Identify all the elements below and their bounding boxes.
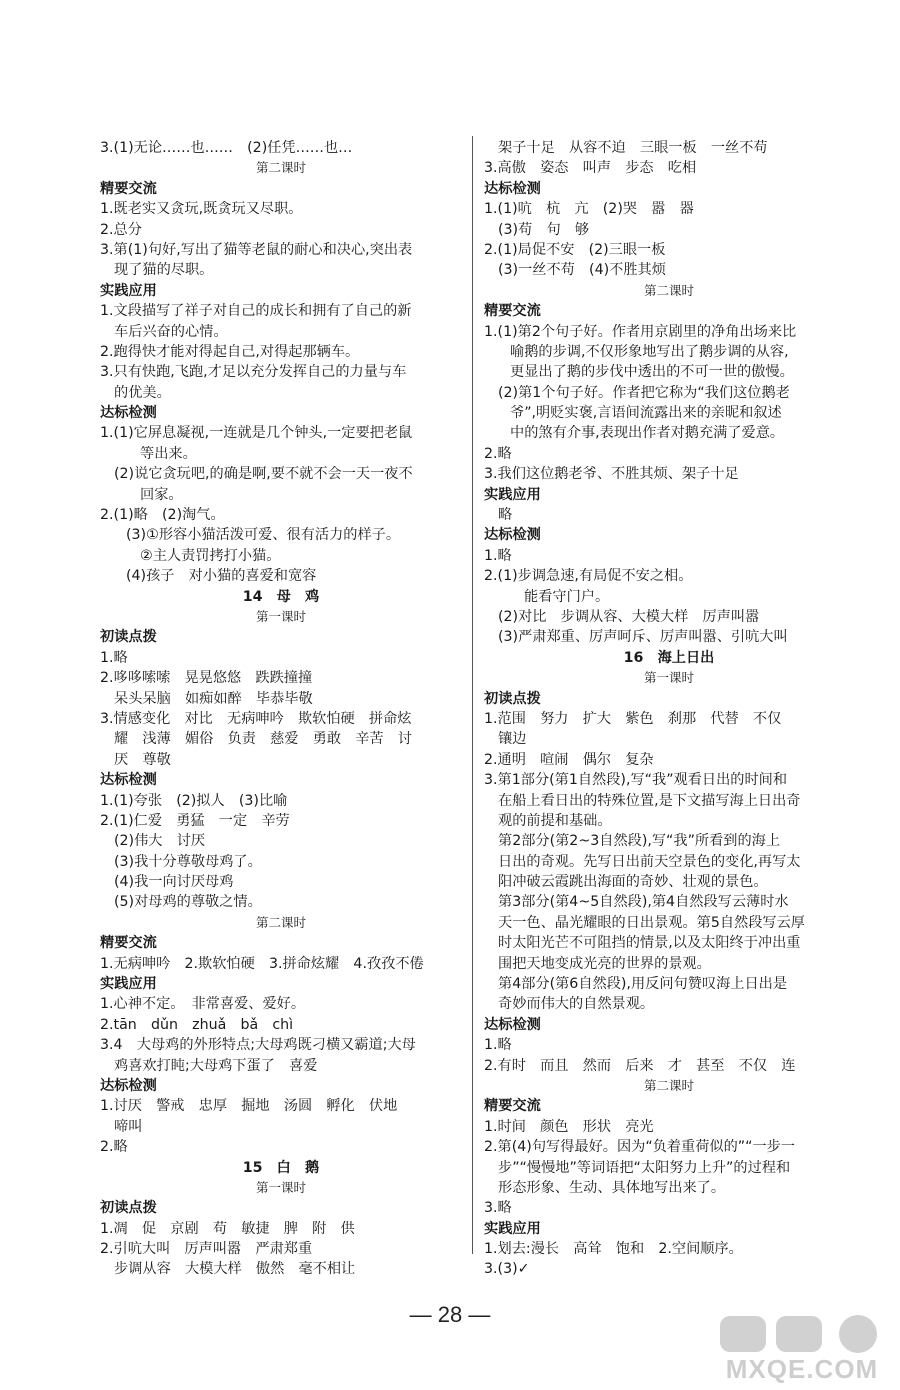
section-heading: 达标检测 <box>484 180 541 197</box>
watermark-shapes <box>712 1312 892 1356</box>
answer-line: 1.范围 努力 扩大 紫色 刹那 代替 不仅 <box>484 710 782 727</box>
answer-line: 略 <box>498 507 513 524</box>
answer-line: 2.第(4)句写得最好。因为“负着重荷似的”“一步一 <box>484 1139 796 1156</box>
answer-line: 2.tān dǔn zhuǎ bǎ chì <box>100 1016 294 1033</box>
answer-line: 步调从容 大模大样 傲然 毫不相让 <box>114 1261 356 1278</box>
answer-line: 等出来。 <box>140 445 197 462</box>
answer-line: 3.我们这位鹅老爷、不胜其烦、架子十足 <box>484 466 739 483</box>
answer-line: 能看守门户。 <box>524 588 610 605</box>
answer-line: 围把天地变成光亮的世界的景观。 <box>498 955 711 972</box>
section-heading: 精要交流 <box>100 180 157 197</box>
answer-line: 1.略 <box>100 649 128 666</box>
answer-line: 呆头呆脑 如痴如醉 毕恭毕敬 <box>114 690 313 707</box>
answer-line: 1.心神不定。 非常喜爱、爱好。 <box>100 996 306 1013</box>
answer-line: 啼叫 <box>114 1118 143 1135</box>
answer-line: 1.文段描写了祥子对自己的成长和拥有了自己的新 <box>100 303 412 320</box>
answer-line: (3)严肃郑重、厉声呵斥、厉声叫嚣、引吭大叫 <box>498 629 788 646</box>
answer-line: 日出的奇观。先写日出前天空景色的变化,再写太 <box>498 853 801 870</box>
answer-line: 1.略 <box>484 547 512 564</box>
answer-line: 在船上看日出的特殊位置,是下文描写海上日出奇 <box>498 792 801 809</box>
answer-line: 第3部分(第4~5自然段),第4自然段写云薄时水 <box>498 894 789 911</box>
answer-line: (4)我一向讨厌母鸡 <box>114 874 234 891</box>
answer-line: 时太阳光芒不可阻挡的情景,以及太阳终于冲出重 <box>498 935 801 952</box>
page-number: — 28 — <box>409 1302 491 1327</box>
answer-line: 爷”,明贬实褒,言语间流露出来的亲昵和叙述 <box>510 405 782 422</box>
answer-line: 1.(1)它屏息凝视,一连就是几个钟头,一定要把老鼠 <box>100 425 413 442</box>
answer-line: 形态形象、生动、具体地写出来了。 <box>498 1179 726 1196</box>
section-heading: 实践应用 <box>484 1220 541 1237</box>
answer-line: 1.略 <box>484 1037 512 1054</box>
answer-line: 2.略 <box>100 1139 128 1156</box>
answer-line: (3)苟 句 够 <box>498 221 590 238</box>
answer-line: 回家。 <box>140 486 183 503</box>
section-heading: 初读点拨 <box>100 1200 157 1217</box>
answer-line: 3.情感变化 对比 无病呻吟 欺软怕硬 拼命炫 <box>100 710 412 727</box>
answer-line: 2.通明 喧闹 偶尔 复杂 <box>484 751 654 768</box>
answer-line: 天一色、晶光耀眼的日出景观。第5自然段写云厚 <box>498 914 805 931</box>
answer-line: 1.无病呻吟 2.欺软怕硬 3.拼命炫耀 4.孜孜不倦 <box>100 955 424 972</box>
answer-line: 第2部分(第2~3自然段),写“我”所看到的海上 <box>498 833 781 850</box>
answer-line: 2.引吭大叫 厉声叫嚣 严肃郑重 <box>100 1241 313 1258</box>
answer-line: (2)说它贪玩吧,的确是啊,要不就不会一天一夜不 <box>114 466 413 483</box>
answer-line: 1.划去:漫长 高耸 饱和 2.空间顺序。 <box>484 1241 743 1258</box>
answer-line: 阳冲破云霞跳出海面的奇妙、壮观的景色。 <box>498 874 768 891</box>
answer-line: 2.有时 而且 然而 后来 才 甚至 不仅 连 <box>484 1057 796 1074</box>
answer-line: (2)第1个句子好。作者把它称为“我们这位鹅老 <box>498 384 790 401</box>
answer-line: 厌 尊敬 <box>114 751 171 768</box>
section-heading: 初读点拨 <box>100 629 157 646</box>
section-heading: 实践应用 <box>100 282 157 299</box>
period-title: 第一课时 <box>255 1179 306 1195</box>
answer-line: 1.(1)夸张 (2)拟人 (3)比喻 <box>100 792 288 809</box>
answer-line: 3.(1)无论……也…… (2)任凭……也… <box>100 140 353 156</box>
answer-line: 2.略 <box>484 445 512 462</box>
answer-line: 1.凋 促 京剧 苟 敏捷 脾 附 供 <box>100 1220 355 1237</box>
answer-line: (3)①形容小猫活泼可爱、很有活力的样子。 <box>126 527 401 544</box>
lesson-title: 16 海上日出 <box>623 649 715 666</box>
answer-line: 现了猫的尽职。 <box>114 262 214 279</box>
section-heading: 达标检测 <box>100 405 157 422</box>
answer-line: 2.(1)局促不安 (2)三眼一板 <box>484 241 666 258</box>
column-divider <box>472 136 473 1254</box>
answer-line: 3.只有快跑,飞跑,才足以充分发挥自己的力量与车 <box>100 364 407 381</box>
answer-line: 1.既老实又贪玩,既贪玩又尽职。 <box>100 201 303 218</box>
section-heading: 精要交流 <box>484 1098 541 1115</box>
answer-line: 鸡喜欢打盹;大母鸡下蛋了 喜爱 <box>114 1057 318 1074</box>
answer-line: ②主人责罚拷打小猫。 <box>140 547 281 564</box>
section-heading: 达标检测 <box>484 1016 541 1033</box>
section-heading: 实践应用 <box>484 486 541 503</box>
period-title: 第一课时 <box>643 670 694 686</box>
period-title: 第一课时 <box>255 608 306 624</box>
section-heading: 初读点拨 <box>484 690 541 707</box>
answer-line: 观的前提和基础。 <box>498 812 612 829</box>
answer-line: (2)对比 步调从容、大模大样 厉声叫嚣 <box>498 608 760 625</box>
answer-line: 的优美。 <box>114 384 171 401</box>
right-column <box>484 138 854 1280</box>
answer-line: 3.第(1)句好,写出了猫等老鼠的耐心和决心,突出表 <box>100 241 413 258</box>
answer-line: 1.(1)第2个句子好。作者用京剧里的净角出场来比 <box>484 323 797 340</box>
answer-line: 第4部分(第6自然段),用反问句赞叹海上日出是 <box>498 976 788 993</box>
watermark-logo <box>712 1312 892 1386</box>
answer-line: 2.(1)仁爱 勇猛 一定 辛劳 <box>100 812 290 829</box>
answer-line: (3)我十分尊敬母鸡了。 <box>114 853 262 870</box>
section-heading: 达标检测 <box>100 772 157 789</box>
answer-line: 耀 浅薄 媚俗 负责 慈爱 勇敢 辛苦 讨 <box>114 731 412 748</box>
answer-line: 更显出了鹅的步伐中透出的不可一世的傲慢。 <box>510 364 794 381</box>
answer-line: 车后兴奋的心情。 <box>114 323 228 340</box>
answer-line: 3.略 <box>484 1200 512 1217</box>
period-title: 第二课时 <box>255 160 306 176</box>
answer-line: 1.时间 颜色 形状 亮光 <box>484 1118 654 1135</box>
section-heading: 达标检测 <box>484 527 541 544</box>
period-title: 第二课时 <box>255 914 306 930</box>
watermark-url: MXQE.COM <box>725 1354 879 1384</box>
answer-line: (4)孩子 对小猫的喜爱和宽容 <box>126 568 317 585</box>
lesson-title: 15 白 鹅 <box>242 1159 320 1176</box>
answer-line: 2.(1)步调急速,有局促不安之相。 <box>484 568 693 585</box>
answer-line: (3)一丝不苟 (4)不胜其烦 <box>498 262 666 279</box>
answer-line: 喻鹅的步调,不仅形象地写出了鹅步调的从容, <box>510 343 789 360</box>
answer-line: 架子十足 从容不迫 三眼一板 一丝不苟 <box>498 140 768 156</box>
answer-line: (2)伟大 讨厌 <box>114 833 206 850</box>
answer-line: 3.4 大母鸡的外形特点;大母鸡既刁横又霸道;大母 <box>100 1037 416 1054</box>
answer-line: 奇妙而伟大的自然景观。 <box>498 996 655 1013</box>
answer-line: 镶边 <box>498 731 527 748</box>
answer-line: 1.(1)吭 杭 亢 (2)哭 嚣 器 <box>484 201 694 218</box>
answer-line: 2.总分 <box>100 221 142 238</box>
answer-line: 2.哆哆嗦嗦 晃晃悠悠 跌跌撞撞 <box>100 670 313 687</box>
period-title: 第二课时 <box>643 1077 694 1093</box>
section-heading: 精要交流 <box>100 935 157 952</box>
section-heading: 精要交流 <box>484 303 541 320</box>
section-heading: 达标检测 <box>100 1077 157 1094</box>
answer-line: 2.(1)略 (2)淘气。 <box>100 507 225 524</box>
lesson-title: 14 母 鸡 <box>242 588 320 605</box>
answer-line: 步”“慢慢地”等词语把“太阳努力上升”的过程和 <box>498 1159 791 1176</box>
answer-line: 3.第1部分(第1自然段),写“我”观看日出的时间和 <box>484 772 788 789</box>
answer-line: 1.讨厌 警戒 忠厚 掘地 汤圆 孵化 伏地 <box>100 1098 398 1115</box>
answer-line: 3.高傲 姿态 叫声 步态 吃相 <box>484 160 697 177</box>
section-heading: 实践应用 <box>100 976 157 993</box>
answer-line: (5)对母鸡的尊敬之情。 <box>114 894 262 911</box>
answer-line: 中的煞有介事,表现出作者对鹅充满了爱意。 <box>510 425 785 442</box>
answer-line: 2.跑得快才能对得起自己,对得起那辆车。 <box>100 343 360 360</box>
answer-line: 3.(3)✓ <box>484 1261 530 1278</box>
period-title: 第二课时 <box>643 282 694 298</box>
left-column <box>100 138 462 1280</box>
